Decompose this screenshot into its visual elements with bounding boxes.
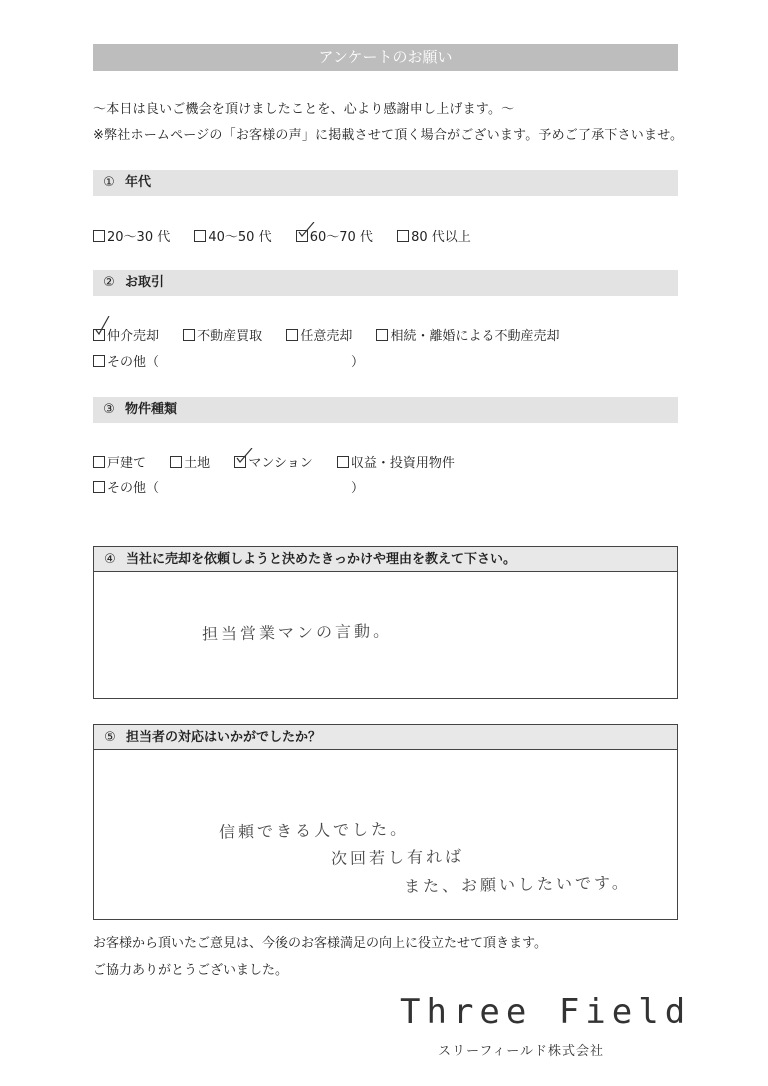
option-label: 80 代以上 bbox=[411, 230, 471, 245]
section-title: 当社に売却を依頼しようと決めたきっかけや理由を教えて下さい。 bbox=[126, 552, 517, 567]
option-label: 相続・離婚による不動産売却 bbox=[390, 329, 560, 344]
other-close: ） bbox=[351, 481, 365, 496]
section-title: 担当者の対応はいかがでしたか？ bbox=[126, 730, 322, 745]
option-label: 土地 bbox=[184, 456, 211, 471]
section-age-header bbox=[93, 170, 678, 196]
closing-line-2: ご協力ありがとうございました。 bbox=[93, 963, 289, 978]
reason-answer-box[interactable] bbox=[93, 572, 678, 699]
option-label: 収益・投資用物件 bbox=[350, 456, 455, 471]
option-label: 20～30 代 bbox=[107, 230, 171, 245]
option-label: 任意売却 bbox=[300, 329, 353, 344]
section-number: ⑤ bbox=[104, 730, 116, 745]
other-label: その他（ bbox=[107, 355, 160, 370]
checkbox-checked[interactable] bbox=[296, 230, 308, 242]
other-close: ） bbox=[351, 355, 365, 370]
section-number: ① bbox=[103, 175, 115, 190]
section-transaction-header bbox=[93, 270, 678, 296]
option-label: 不動産買取 bbox=[197, 329, 263, 344]
section-title: 年代 bbox=[125, 175, 152, 190]
property-options bbox=[93, 452, 475, 471]
option-label: 仲介売却 bbox=[107, 329, 160, 344]
intro-line-2: ※弊社ホームページの「お客様の声」に掲載させて頂く場合がございます。予めご了承下さいませ。 bbox=[93, 128, 684, 143]
transaction-other[interactable] bbox=[93, 351, 364, 370]
checkbox[interactable] bbox=[93, 355, 105, 367]
option-label: 60～70 代 bbox=[309, 230, 373, 245]
property-option-mansion[interactable] bbox=[234, 452, 312, 471]
checkbox[interactable] bbox=[93, 456, 105, 468]
reason-answer-text: 担当営業マンの言動。 bbox=[201, 621, 393, 644]
section-title: お取引 bbox=[125, 275, 165, 290]
section-number: ② bbox=[103, 275, 115, 290]
checkbox[interactable] bbox=[397, 230, 409, 242]
checkbox[interactable] bbox=[194, 230, 206, 242]
property-option-house[interactable] bbox=[93, 452, 146, 471]
staff-answer-line-3: また、お願いしたいです。 bbox=[403, 873, 631, 896]
transaction-option-inheritance[interactable] bbox=[376, 325, 559, 344]
checkbox-checked[interactable] bbox=[93, 329, 105, 341]
section-title: 物件種類 bbox=[125, 402, 178, 417]
option-label: マンション bbox=[248, 456, 313, 471]
staff-answer-line-1: 信頼できる人でした。 bbox=[218, 819, 410, 842]
transaction-option-voluntary[interactable] bbox=[286, 325, 352, 344]
checkmark-icon bbox=[236, 448, 254, 466]
company-logo: Three Field bbox=[400, 992, 692, 1032]
transaction-option-purchase[interactable] bbox=[183, 325, 262, 344]
intro-line-1: ～本日は良いご機会を頂けましたことを、心より感謝申し上げます。～ bbox=[93, 102, 515, 117]
option-label: 戸建て bbox=[107, 456, 147, 471]
age-option-20-30[interactable] bbox=[93, 226, 170, 245]
checkbox-checked[interactable] bbox=[234, 456, 246, 468]
property-other[interactable] bbox=[93, 477, 364, 496]
checkmark-icon bbox=[95, 316, 113, 338]
checkbox[interactable] bbox=[93, 230, 105, 242]
checkbox[interactable] bbox=[93, 481, 105, 493]
transaction-option-brokerage[interactable] bbox=[93, 325, 159, 344]
transaction-options bbox=[93, 325, 579, 344]
property-option-land[interactable] bbox=[170, 452, 210, 471]
other-label: その他（ bbox=[107, 481, 160, 496]
checkbox[interactable] bbox=[337, 456, 349, 468]
section-number: ④ bbox=[104, 552, 116, 567]
section-number: ③ bbox=[103, 402, 115, 417]
property-option-investment[interactable] bbox=[337, 452, 455, 471]
checkbox[interactable] bbox=[376, 329, 388, 341]
staff-question-header bbox=[93, 724, 678, 750]
staff-answer-line-2: 次回若し有れば bbox=[330, 846, 465, 869]
checkbox[interactable] bbox=[170, 456, 182, 468]
reason-question-header bbox=[93, 546, 678, 572]
age-option-80-plus[interactable] bbox=[397, 226, 471, 245]
checkbox[interactable] bbox=[286, 329, 298, 341]
checkbox[interactable] bbox=[183, 329, 195, 341]
option-label: 40～50 代 bbox=[208, 230, 272, 245]
age-option-60-70[interactable] bbox=[296, 226, 373, 245]
closing-line-1: お客様から頂いたご意見は、今後のお客様満足の向上に役立たせて頂きます。 bbox=[93, 936, 547, 951]
survey-title: アンケートのお願い bbox=[93, 44, 678, 71]
age-option-40-50[interactable] bbox=[194, 226, 271, 245]
age-options bbox=[93, 226, 491, 245]
section-property-header bbox=[93, 397, 678, 423]
staff-answer-box[interactable] bbox=[93, 750, 678, 920]
company-name: スリーフィールド株式会社 bbox=[438, 1044, 605, 1059]
checkmark-icon bbox=[298, 222, 316, 240]
